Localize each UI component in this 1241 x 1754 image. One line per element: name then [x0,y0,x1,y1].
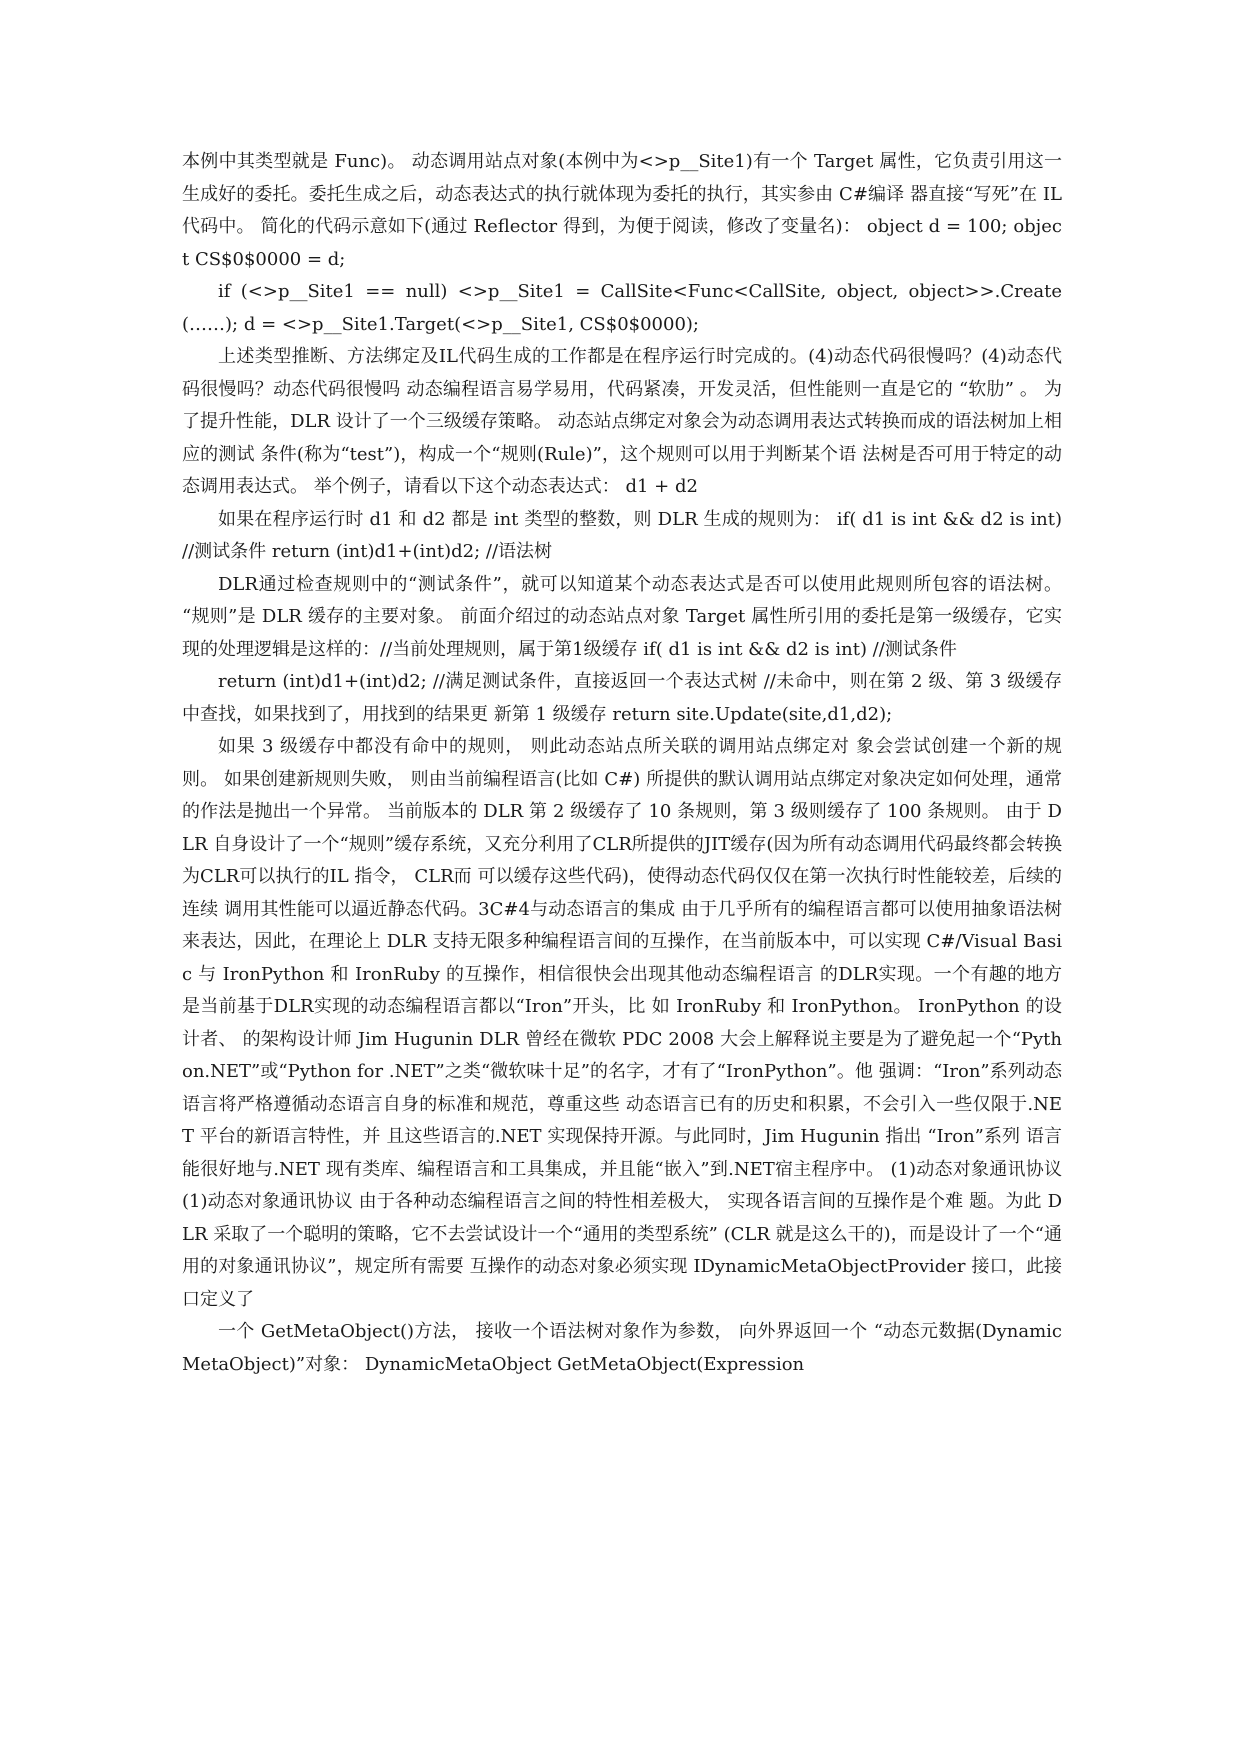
paragraph: return (int)d1+(int)d2; //满足测试条件，直接返回一个表达式树 //未命中，则在第 2 级、第 3 级缓存中查找，如果找到了，用找到的结果更 新第 1 级缓存 return site.Update(site,d1,d2); [182,671,1062,725]
paragraph: if (<>p__Site1 == null) <>p__Site1 = CallSite<Func<CallSite, object, object>>.Create (……); d = <>p__Site1.Target(<>p__Site1, CS$0$0000); [182,281,1062,335]
paragraph: 上述类型推断、方法绑定及IL代码生成的工作都是在程序运行时完成的。(4)动态代码很慢吗？(4)动态代码很慢吗？动态代码很慢吗 动态编程语言易学易用，代码紧凑，开发灵活，但性能则一直是它的 “软肋” 。 为了提升性能，DLR 设计了一个三级缓存策略。 动态站点绑定对象会为动态调用表达式转换而成的语法树加上相应的测试 条件(称为“test”)，构成一个“规则(Rule)”，这个规则可以用于判断某个语 法树是否可用于特定的动态调用表达式。 举个例子，请看以下这个动态表达式： d1 + d2 [182,346,1062,497]
paragraph: DLR通过检查规则中的“测试条件”，就可以知道某个动态表达式是否可以使用此规则所包容的语法树。 “规则”是 DLR 缓存的主要对象。 前面介绍过的动态站点对象 Target 属性所引用的委托是第一级缓存，它实现的处理逻辑是这样的：//当前处理规则，属于第1级缓存 if( d1 is int && d2 is int) //测试条件 [182,573,1062,660]
document-body [182,146,1062,1381]
paragraph: 如果在程序运行时 d1 和 d2 都是 int 类型的整数，则 DLR 生成的规则为： if( d1 is int && d2 is int) //测试条件 return (int)d1+(int)d2; //语法树 [182,508,1062,562]
paragraph: 本例中其类型就是 Func)。 动态调用站点对象(本例中为<>p__Site1)有一个 Target 属性，它负责引用这一生成好的委托。委托生成之后，动态表达式的执行就体现为委托的执行，其实参由 C#编译 器直接“写死”在 IL 代码中。 简化的代码示意如下(通过 Reflector 得到，为便于阅读，修改了变量名)： object d = 100; object CS$0$0000 = d; [182,151,1062,270]
paragraph: 如果 3 级缓存中都没有命中的规则， 则此动态站点所关联的调用站点绑定对 象会尝试创建一个新的规则。 如果创建新规则失败， 则由当前编程语言(比如 C#) 所提供的默认调用站点绑定对象决定如何处理，通常的作法是抛出一个异常。 当前版本的 DLR 第 2 级缓存了 10 条规则，第 3 级则缓存了 100 条规则。 由于 DLR 自身设计了一个“规则”缓存系统，又充分利用了CLR所提供的JIT缓存(因为所有动态调用代码最终都会转换为CLR可以执行的IL 指令， CLR而 可以缓存这些代码)，使得动态代码仅仅在第一次执行时性能较差，后续的连续 调用其性能可以逼近静态代码。3C#4与动态语言的集成 由于几乎所有的编程语言都可以使用抽象语法树来表达，因此，在理论上 DLR 支持无限多种编程语言间的互操作，在当前版本中，可以实现 C#/Visual Basic 与 IronPython 和 IronRuby 的互操作，相信很快会出现其他动态编程语言 的DLR实现。一个有趣的地方是当前基于DLR实现的动态编程语言都以“Iron”开头，比 如 IronRuby 和 IronPython。 IronPython 的设计者、 的架构设计师 Jim Hugunin DLR 曾经在微软 PDC 2008 大会上解释说主要是为了避免起一个“Python.NET”或“Python for .NET”之类“微软味十足”的名字，才有了“IronPython”。他 强调：“Iron”系列动态语言将严格遵循动态语言自身的标准和规范，尊重这些 动态语言已有的历史和积累，不会引入一些仅限于.NET 平台的新语言特性，并 且这些语言的.NET 实现保持开源。与此同时，Jim Hugunin 指出 “Iron”系列 语言能很好地与.NET 现有类库、编程语言和工具集成，并且能“嵌入”到.NET宿主程序中。 (1)动态对象通讯协议 (1)动态对象通讯协议 由于各种动态编程语言之间的特性相差极大， 实现各语言间的互操作是个难 题。为此 DLR 采取了一个聪明的策略，它不去尝试设计一个“通用的类型系统” (CLR 就是这么干的)，而是设计了一个“通用的对象通讯协议”，规定所有需要 互操作的动态对象必须实现 IDynamicMetaObjectProvider 接口，此接口定义了 [182,736,1062,1310]
paragraph: 一个 GetMetaObject()方法， 接收一个语法树对象作为参数， 向外界返回一个 “动态元数据(DynamicMetaObject)”对象： DynamicMetaObject GetMetaObject(Expression [182,1321,1062,1375]
